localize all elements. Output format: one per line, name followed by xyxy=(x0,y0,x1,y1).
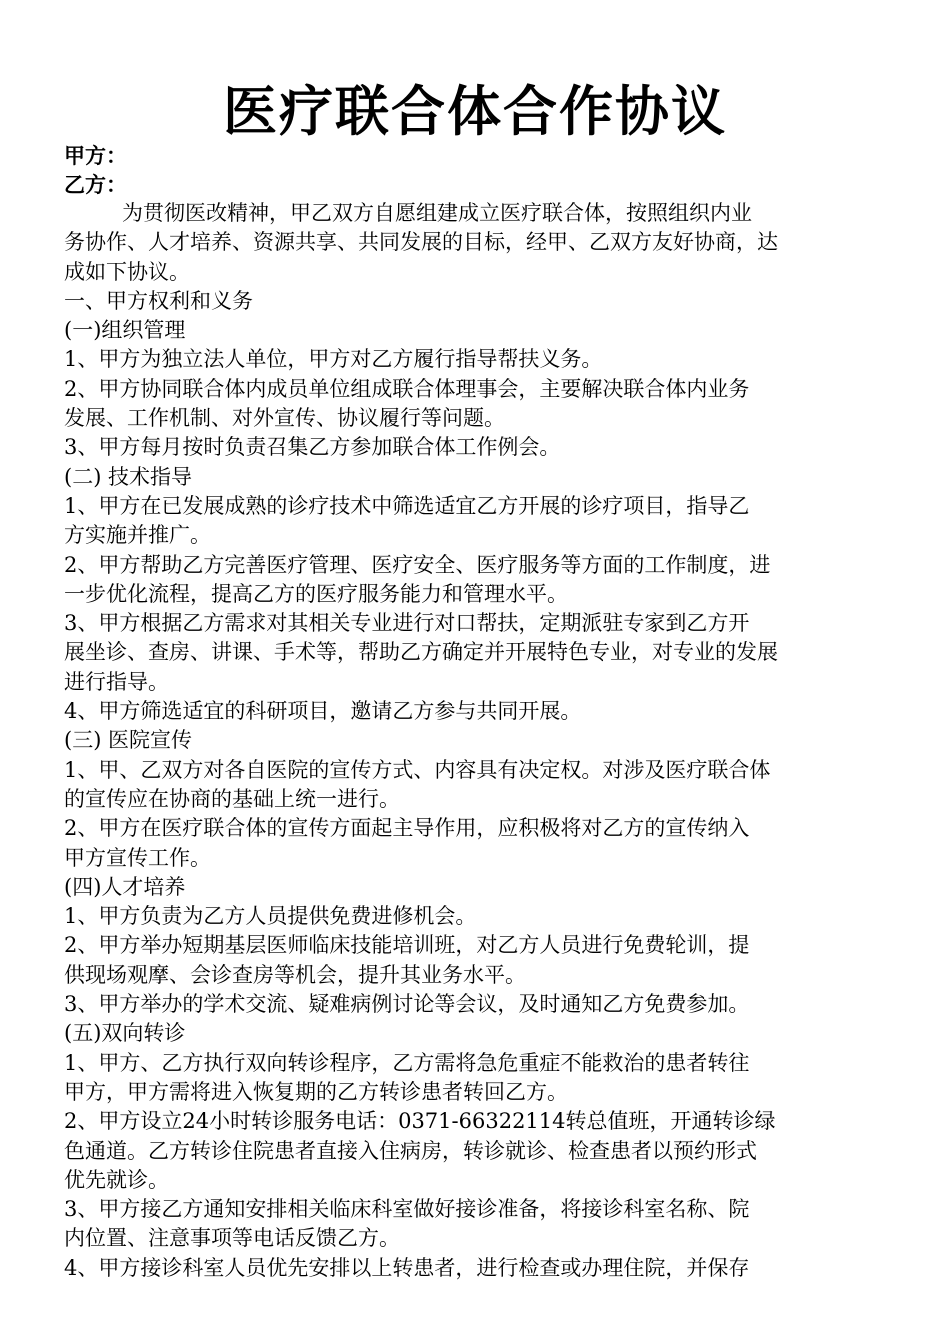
text-line: 1、甲、乙双方对各自医院的宣传方式、内容具有决定权。对涉及医疗联合体 xyxy=(64,757,771,782)
text-line: 3、甲方接乙方通知安排相关临床科室做好接诊准备，将接诊科室名称、院 xyxy=(64,1197,750,1222)
text-line: 2、甲方举办短期基层医师临床技能培训班，对乙方人员进行免费轮训，提 xyxy=(64,933,750,958)
text-line: (三) 医院宣传 xyxy=(64,728,193,753)
text-line: 进行指导。 xyxy=(64,669,169,694)
text-line: 务协作、人才培养、资源共享、共同发展的目标，经甲、乙双方友好协商，达 xyxy=(64,230,778,255)
party-b-label: 乙方： xyxy=(64,173,127,197)
text-line: (四)人才培养 xyxy=(64,874,186,899)
text-line: 3、甲方每月按时负责召集乙方参加联合体工作例会。 xyxy=(64,435,561,460)
text-line: 1、甲方为独立法人单位，甲方对乙方履行指导帮扶义务。 xyxy=(64,347,603,372)
text-line: 发展、工作机制、对外宣传、协议履行等问题。 xyxy=(64,406,505,431)
text-line: 一、甲方权利和义务 xyxy=(64,288,253,313)
text-line: 甲方宣传工作。 xyxy=(64,845,211,870)
text-line: 1、甲方、乙方执行双向转诊程序，乙方需将急危重症不能救治的患者转往 xyxy=(64,1050,750,1075)
document-title: 医疗联合体合作协议 xyxy=(223,80,727,143)
text-line: 2、甲方在医疗联合体的宣传方面起主导作用，应积极将对乙方的宣传纳入 xyxy=(64,816,750,841)
text-line: 为贯彻医改精神，甲乙双方自愿组建成立医疗联合体，按照组织内业 xyxy=(122,201,752,225)
party-a-label: 甲方： xyxy=(64,144,127,168)
text-line: 的宣传应在协商的基础上统一进行。 xyxy=(64,786,400,811)
text-line: 2、甲方协同联合体内成员单位组成联合体理事会，主要解决联合体内业务 xyxy=(64,376,750,401)
text-line: (一)组织管理 xyxy=(64,318,186,343)
text-line: 供现场观摩、会诊查房等机会，提升其业务水平。 xyxy=(64,962,526,987)
text-line: 1、甲方负责为乙方人员提供免费进修机会。 xyxy=(64,904,477,929)
text-line: 3、甲方根据乙方需求对其相关专业进行对口帮扶，定期派驻专家到乙方开 xyxy=(64,611,750,636)
text-line: 3、甲方举办的学术交流、疑难病例讨论等会议，及时通知乙方免费参加。 xyxy=(64,992,750,1017)
text-line: 内位置、注意事项等电话反馈乙方。 xyxy=(64,1226,400,1251)
text-line: 甲方，甲方需将进入恢复期的乙方转诊患者转回乙方。 xyxy=(64,1079,568,1104)
agreement-body xyxy=(64,199,890,1283)
text-line: 成如下协议。 xyxy=(64,259,190,284)
text-line: 展坐诊、查房、讲课、手术等，帮助乙方确定并开展特色专业，对专业的发展 xyxy=(64,640,778,665)
text-line: 优先就诊。 xyxy=(64,1167,169,1192)
text-line: 1、甲方在已发展成熟的诊疗技术中筛选适宜乙方开展的诊疗项目，指导乙 xyxy=(64,493,750,518)
text-line: 4、甲方筛选适宜的科研项目，邀请乙方参与共同开展。 xyxy=(64,699,582,724)
text-line: 色通道。乙方转诊住院患者直接入住病房，转诊就诊、检查患者以预约形式 xyxy=(64,1138,757,1163)
text-line: 2、甲方帮助乙方完善医疗管理、医疗安全、医疗服务等方面的工作制度，进 xyxy=(64,552,771,577)
text-line: 2、甲方设立24小时转诊服务电话：0371-66322114转总值班，开通转诊绿 xyxy=(64,1109,776,1134)
text-line: 一步优化流程，提高乙方的医疗服务能力和管理水平。 xyxy=(64,581,568,606)
text-line: (二) 技术指导 xyxy=(64,464,193,489)
text-line: (五)双向转诊 xyxy=(64,1021,186,1046)
text-line: 4、甲方接诊科室人员优先安排以上转患者，进行检查或办理住院，并保存 xyxy=(64,1255,750,1280)
text-line: 方实施并推广。 xyxy=(64,523,211,548)
